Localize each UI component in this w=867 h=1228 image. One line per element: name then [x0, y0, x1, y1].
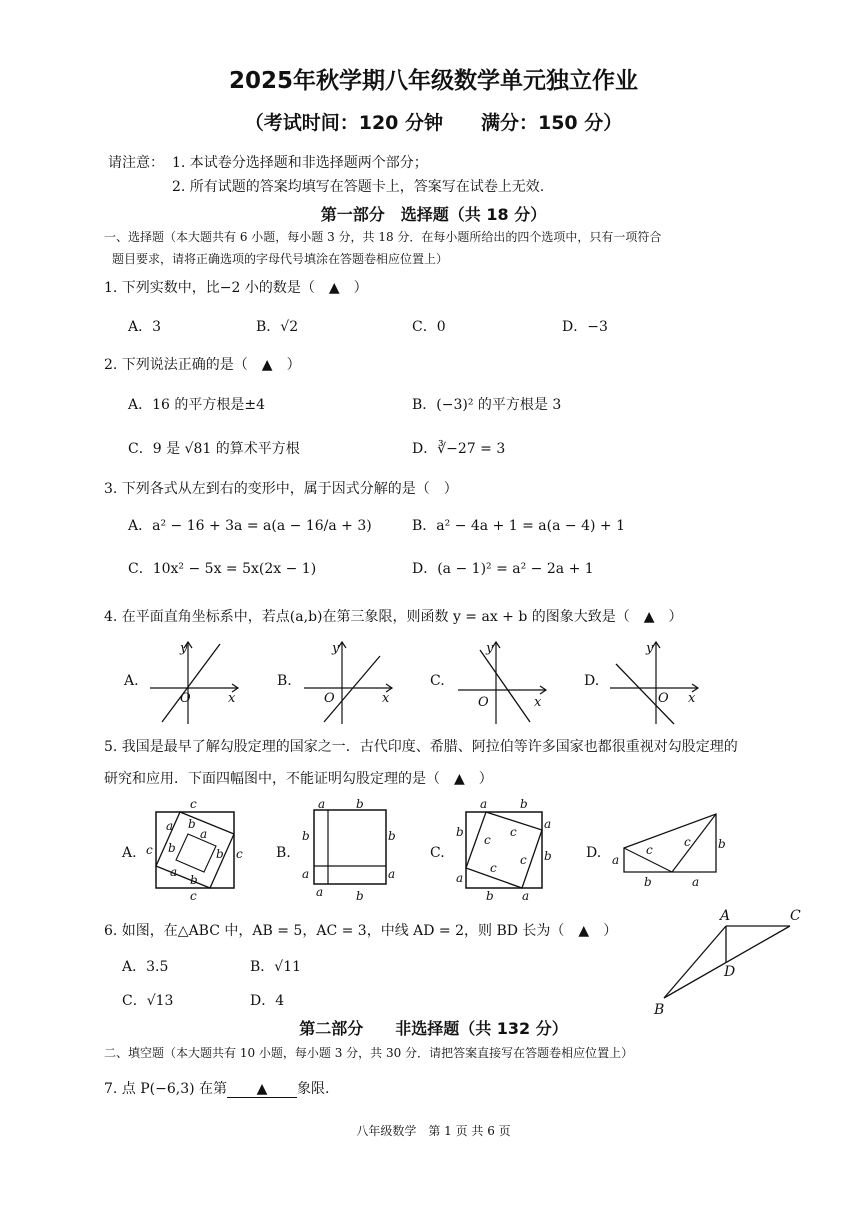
q2-option-d: D．∛−27 = 3: [412, 441, 506, 457]
svg-text:b: b: [644, 875, 652, 889]
q1-option-b: B．√2: [256, 319, 299, 335]
svg-text:c: c: [190, 797, 197, 811]
svg-text:b: b: [216, 847, 224, 861]
svg-text:x: x: [688, 691, 696, 706]
q4-label-a: A.: [124, 673, 139, 689]
svg-text:a: a: [318, 797, 326, 811]
svg-text:y: y: [332, 641, 340, 656]
svg-text:x: x: [228, 691, 236, 706]
svg-text:O: O: [478, 695, 489, 710]
q7-question: [104, 1078, 330, 1098]
svg-text:c: c: [646, 843, 653, 857]
svg-text:x: x: [534, 695, 542, 710]
q4-graph-d: [602, 636, 706, 728]
page-footer: 八年级数学 第 1 页 共 6 页: [356, 1124, 511, 1138]
q4-label-d: D.: [584, 673, 600, 689]
svg-text:C: C: [790, 908, 801, 924]
svg-text:y: y: [486, 641, 494, 656]
svg-text:b: b: [388, 829, 396, 843]
svg-text:b: b: [544, 849, 552, 863]
svg-text:c: c: [520, 853, 527, 867]
q5-figure-b: [296, 796, 406, 904]
q5-stem-line2: 研究和应用．下面四幅图中，不能证明勾股定理的是（ ▲ ）: [104, 771, 493, 787]
q5-label-c: C.: [430, 845, 445, 861]
q3-option-a: A．a² − 16 + 3a = a(a − 16/a + 3): [128, 518, 372, 534]
q1-option-c: C．0: [412, 319, 446, 335]
q7-answer-blank: ▲: [227, 1081, 297, 1098]
q5-figure-c: [450, 796, 560, 904]
svg-text:a: a: [302, 867, 310, 881]
svg-text:c: c: [190, 889, 197, 903]
q6-option-a: A．3.5: [122, 959, 169, 975]
q6-option-d: D．4: [250, 993, 285, 1009]
part1-instructions-line1: 一、选择题（本大题共有 6 小题，每小题 3 分，共 18 分．在每小题所给出的四个选项中，只有一项符合: [104, 230, 662, 244]
svg-text:a: a: [544, 817, 552, 831]
svg-text:c: c: [490, 861, 497, 875]
svg-text:O: O: [658, 691, 669, 706]
svg-text:y: y: [646, 641, 654, 656]
svg-text:a: a: [522, 889, 530, 903]
svg-text:b: b: [718, 837, 726, 851]
svg-text:a: a: [316, 885, 324, 899]
svg-text:O: O: [180, 691, 191, 706]
svg-text:b: b: [302, 829, 310, 843]
q4-graph-c: [450, 636, 554, 728]
svg-text:b: b: [190, 873, 198, 887]
svg-text:B: B: [654, 1002, 665, 1018]
q5-label-a: A.: [122, 845, 137, 861]
svg-text:b: b: [356, 889, 364, 903]
q7-suffix: 象限.: [297, 1081, 330, 1097]
svg-text:D: D: [724, 964, 736, 980]
svg-text:a: a: [612, 853, 620, 867]
svg-text:a: a: [456, 871, 464, 885]
notice-lead: 请注意：: [108, 155, 164, 171]
svg-text:b: b: [356, 797, 364, 811]
svg-text:x: x: [382, 691, 390, 706]
svg-text:a: a: [692, 875, 700, 889]
q2-option-a: A．16 的平方根是±4: [128, 397, 266, 413]
q4-graph-a: [142, 636, 246, 728]
q3-stem: 3. 下列各式从左到右的变形中，属于因式分解的是（ ）: [104, 481, 458, 497]
q2-stem: 2. 下列说法正确的是（ ▲ ）: [104, 357, 301, 373]
q6-triangle-figure: [650, 904, 820, 1018]
q4-stem: 4. 在平面直角坐标系中，若点(a,b)在第三象限，则函数 y = ax + b 的图象大致是（ ▲ ）: [104, 609, 683, 625]
part2-instructions: 二、填空题（本大题共有 10 小题，每小题 3 分，共 30 分．请把答案直接写在答题卷相应位置上）: [104, 1046, 634, 1060]
q3-option-b: B．a² − 4a + 1 = a(a − 4) + 1: [412, 518, 625, 534]
svg-text:a: a: [170, 865, 178, 879]
svg-text:A: A: [720, 908, 731, 924]
notice-item-2: 2. 所有试题的答案均填写在答题卡上，答案写在试卷上无效.: [172, 179, 545, 195]
q2-option-c: C．9 是 √81 的算术平方根: [128, 441, 300, 457]
notice-item-1: 1. 本试卷分选择题和非选择题两个部分；: [172, 155, 428, 171]
q4-label-c: C.: [430, 673, 445, 689]
svg-text:c: c: [684, 835, 691, 849]
q5-label-d: D.: [586, 845, 602, 861]
svg-text:c: c: [236, 847, 243, 861]
svg-text:c: c: [484, 833, 491, 847]
svg-text:O: O: [324, 691, 335, 706]
q7-prefix: 7. 点 P(−6,3) 在第: [104, 1081, 228, 1097]
q6-option-c: C．√13: [122, 993, 174, 1009]
svg-text:b: b: [486, 889, 494, 903]
q2-option-b: B．(−3)² 的平方根是 3: [412, 397, 562, 413]
svg-text:y: y: [180, 641, 188, 656]
svg-text:a: a: [388, 867, 396, 881]
q5-label-b: B.: [276, 845, 291, 861]
q3-option-c: C．10x² − 5x = 5x(2x − 1): [128, 561, 317, 577]
part2-header: 第二部分 非选择题（共 132 分）: [299, 1019, 568, 1038]
q1-option-d: D．−3: [562, 319, 608, 335]
svg-text:a: a: [166, 819, 174, 833]
q6-option-b: B．√11: [250, 959, 302, 975]
q5-stem-line1: 5. 我国是最早了解勾股定理的国家之一．古代印度、希腊、阿拉伯等许多国家也都很重视对勾股定理的: [104, 739, 738, 755]
svg-text:b: b: [456, 825, 464, 839]
q5-figure-a: [140, 796, 250, 904]
page-title: 2025年秋学期八年级数学单元独立作业: [228, 68, 638, 94]
svg-text:a: a: [480, 797, 488, 811]
svg-text:b: b: [188, 817, 196, 831]
q1-stem: 1. 下列实数中，比−2 小的数是（ ▲ ）: [104, 280, 368, 296]
q4-graph-b: [296, 636, 400, 728]
part1-header: 第一部分 选择题（共 18 分）: [320, 205, 547, 224]
q4-label-b: B.: [277, 673, 292, 689]
svg-text:c: c: [146, 843, 153, 857]
svg-text:a: a: [200, 827, 208, 841]
exam-info: （考试时间：120 分钟 满分：150 分）: [244, 112, 623, 134]
q6-stem: 6. 如图，在△ABC 中，AB = 5，AC = 3，中线 AD = 2，则 BD 长为（ ▲ ）: [104, 923, 618, 939]
q5-figure-d: [606, 806, 736, 890]
part1-instructions-line2: 题目要求，请将正确选项的字母代号填涂在答题卷相应位置上）: [112, 252, 449, 266]
q1-option-a: A．3: [128, 319, 162, 335]
q3-option-d: D．(a − 1)² = a² − 2a + 1: [412, 561, 594, 577]
svg-text:c: c: [510, 825, 517, 839]
svg-text:b: b: [168, 841, 176, 855]
svg-text:b: b: [520, 797, 528, 811]
